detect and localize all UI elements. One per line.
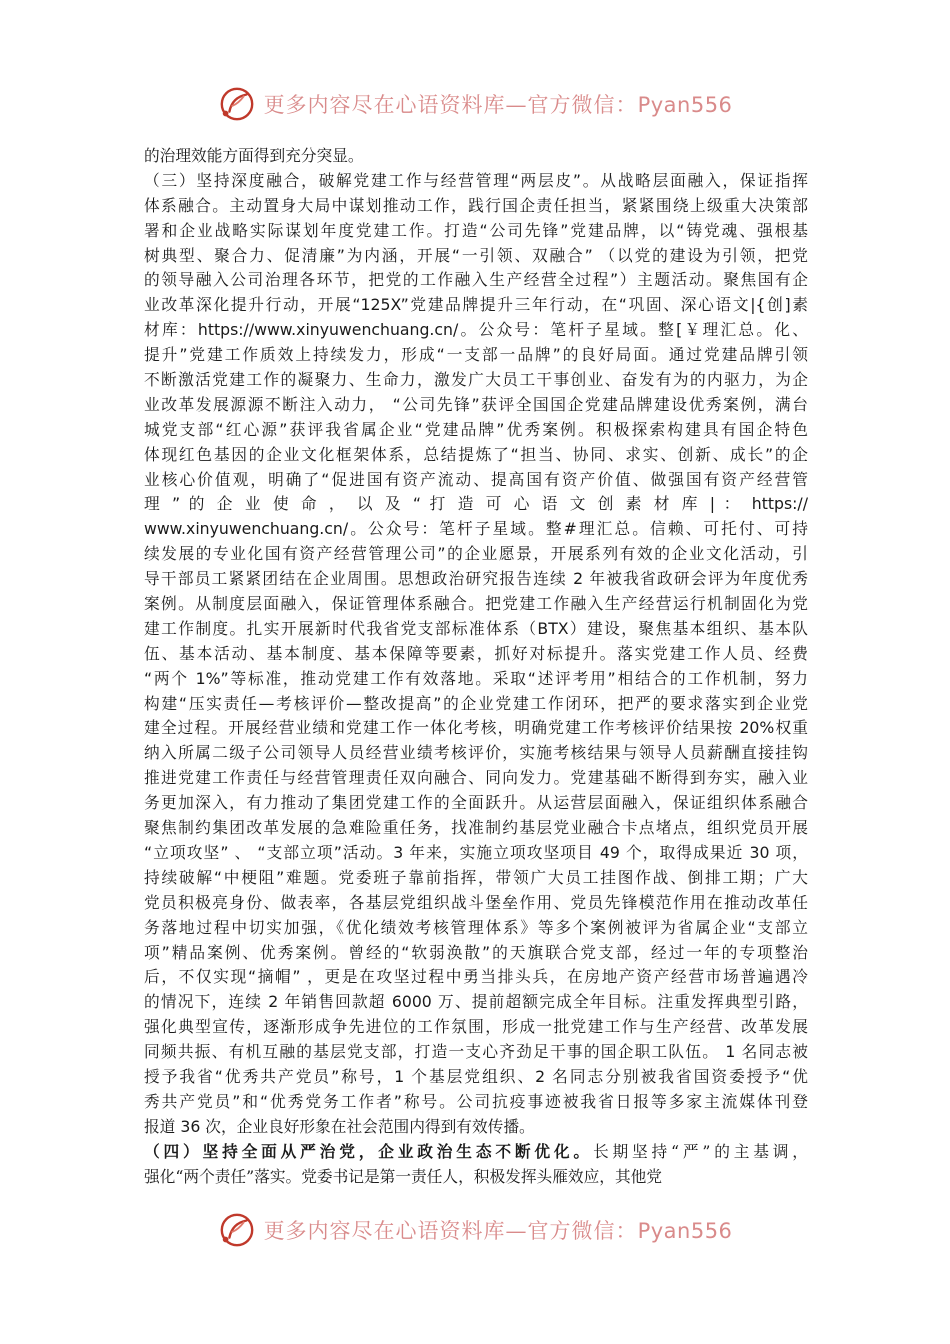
body-line: 署和企业战略实际谋划年度党建工作。打造“公司先锋”党建品牌，以“铸党魂、强根基 [144,220,808,240]
banner-text: 更多内容尽在心语资料库—官方微信：Pyan556 [263,1219,733,1243]
body-line: 党员积极亮身份、做表率，各基层党组织战斗堡垒作用、党员先锋模范作用在推动改革任 [144,892,808,912]
brand-logo-icon [218,85,256,123]
body-line: 聚焦制约集团改革发展的急难险重任务，找准制约基层党业融合卡点堵点，组织党员开展 [144,818,808,838]
brand-logo-icon [218,1211,256,1249]
body-line: 的领导融入公司治理各环节，把党的工作融入生产经营全过程”）主题活动。聚焦国有企 [144,270,808,290]
body-line: 城党支部“红心源”获评我省属企业“党建品牌”优秀案例。积极探索构建具有国企特色 [144,419,808,439]
document-body [144,144,808,1189]
section-heading-line [144,1140,808,1165]
body-line: 强化“两个责任”落实。党委书记是第一责任人，积极发挥头雁效应，其他党 [144,1166,663,1186]
header-banner [0,80,950,128]
section-heading: （四）坚持全面从严治党，企业政治生态不断优化。 [144,1141,593,1161]
body-line: 材库：https://www.xinyuwenchuang.cn/。公众号：笔杆子星域。整[￥理汇总。化、 [144,320,808,340]
body-line: 导干部员工紧紧团结在企业周围。思想政治研究报告连续 2 年被我省政研会评为年度优秀 [144,569,808,589]
body-line: 伍、基本活动、基本制度、基本保障等要素，抓好对标提升。落实党建工作人员、经费 [144,643,808,663]
body-line: 报道 36 次，企业良好形象在社会范围内得到有效传播。 [144,1116,535,1136]
body-line: 体系融合。主动置身大局中谋划推动工作，践行国企责任担当，紧紧围绕上级重大决策部 [144,195,808,215]
body-line: 建工作制度。扎实开展新时代我省党支部标准体系（BTX）建设，聚焦基本组织、基本队 [144,618,808,638]
body-line: 项”精品案例、优秀案例。曾经的“软弱涣散”的天旗联合党支部，经过一年的专项整治 [144,942,808,962]
body-line: 的情况下，连续 2 年销售回款超 6000 万、提前超额完成全年目标。注重发挥典型引路， [144,992,808,1012]
body-line: 理 ” 的 企 业 使 命 ， 以 及 “ 打 造 可 心 语 文 创 素 材 库 | ： https:// [144,494,808,514]
wechat-handle: Pyan556 [637,93,733,117]
section-heading-rest: 长期坚持“严”的主基调， [592,1141,808,1161]
body-line: “立项攻坚” 、 “支部立项”活动。3 年来，实施立项攻坚项目 49 个，取得成果近 30 项， [144,842,808,862]
body-line: 推进党建工作责任与经营管理责任双向融合、同向发力。党建基础不断得到夯实，融入业 [144,768,808,788]
body-line: 的治理效能方面得到充分突显。 [144,146,364,165]
body-line: 业改革深化提升行动，开展“125X”党建品牌提升三年行动，在“巩固、深心语文|{创]素 [144,295,808,315]
body-line: 后，不仅实现“摘帽” ，更是在攻坚过程中勇当排头兵，在房地产资产经营市场普遍遇冷 [144,967,808,987]
body-line: （三）坚持深度融合，破解党建工作与经营管理“两层皮”。从战略层面融入，保证指挥 [144,170,808,190]
body-line: 持续破解“中梗阻”难题。党委班子靠前指挥，带领广大员工挂图作战、倒排工期；广大 [144,867,808,887]
body-line: 同频共振、有机互融的基层党支部，打造一支心齐劲足干事的国企职工队伍。 1 名同志被 [144,1042,808,1062]
body-line: 业改革发展源源不断注入动力， “公司先锋”获评全国国企党建品牌建设优秀案例，满台 [144,394,808,414]
body-line: 续发展的专业化国有资产经营管理公司”的企业愿景，开展系列有效的企业文化活动，引 [144,544,808,564]
body-line: 务落地过程中切实加强，《优化绩效考核管理体系》等多个案例被评为省属企业“支部立 [144,917,808,937]
paragraph-lines [144,144,808,1140]
body-line: “两个 1%”等标准，推动党建工作有效落地。采取“述评考用”相结合的工作机制，努力 [144,668,808,688]
body-line: 授予我省“优秀共产党员”称号，1 个基层党组织、2 名同志分别被我省国资委授予“优 [144,1066,808,1086]
body-line: 强化典型宣传，逐渐形成争先进位的工作氛围，形成一批党建工作与生产经营、改革发展 [144,1017,808,1037]
body-line: 构建“压实责任—考核评价—整改提高”的企业党建工作闭环，把严的要求落实到企业党 [144,693,808,713]
body-line: 纳入所属二级子公司领导人员经营业绩考核评价，实施考核结果与领导人员薪酬直接挂钩 [144,743,808,763]
footer-banner [0,1206,950,1254]
body-line: 树典型、聚合力、促清廉”为内涵，开展“一引领、双融合” （以党的建设为引领，把党 [144,245,808,265]
body-line: 业核心价值观，明确了“促进国有资产流动、提高国有资产价值、做强国有资产经营管 [144,469,808,489]
body-line: 案例。从制度层面融入，保证管理体系融合。把党建工作融入生产经营运行机制固化为党 [144,594,808,614]
body-line: 不断激活党建工作的凝聚力、生命力，激发广大员工干事创业、奋发有为的内驱力，为企 [144,370,808,390]
body-line: www.xinyuwenchuang.cn/。公众号：笔杆子星域。整#理汇总。信赖、可托付、可持 [144,519,808,539]
banner-text: 更多内容尽在心语资料库—官方微信：Pyan556 [263,93,733,117]
wechat-handle: Pyan556 [637,1219,733,1243]
body-line: 务更加深入，有力推动了集团党建工作的全面跃升。从运营层面融入，保证组织体系融合 [144,793,808,813]
body-line: 建全过程。开展经营业绩和党建工作一体化考核，明确党建工作考核评价结果按 20%权重 [144,718,808,738]
body-line: 秀共产党员”和“优秀党务工作者”称号。公司抗疫事迹被我省日报等多家主流媒体刊登 [144,1091,808,1111]
body-line: 体现红色基因的企业文化框架体系，总结提炼了“担当、协同、求实、创新、成长”的企 [144,444,808,464]
body-line: 提升”党建工作质效上持续发力，形成“一支部一品牌”的良好局面。通过党建品牌引领 [144,345,808,365]
